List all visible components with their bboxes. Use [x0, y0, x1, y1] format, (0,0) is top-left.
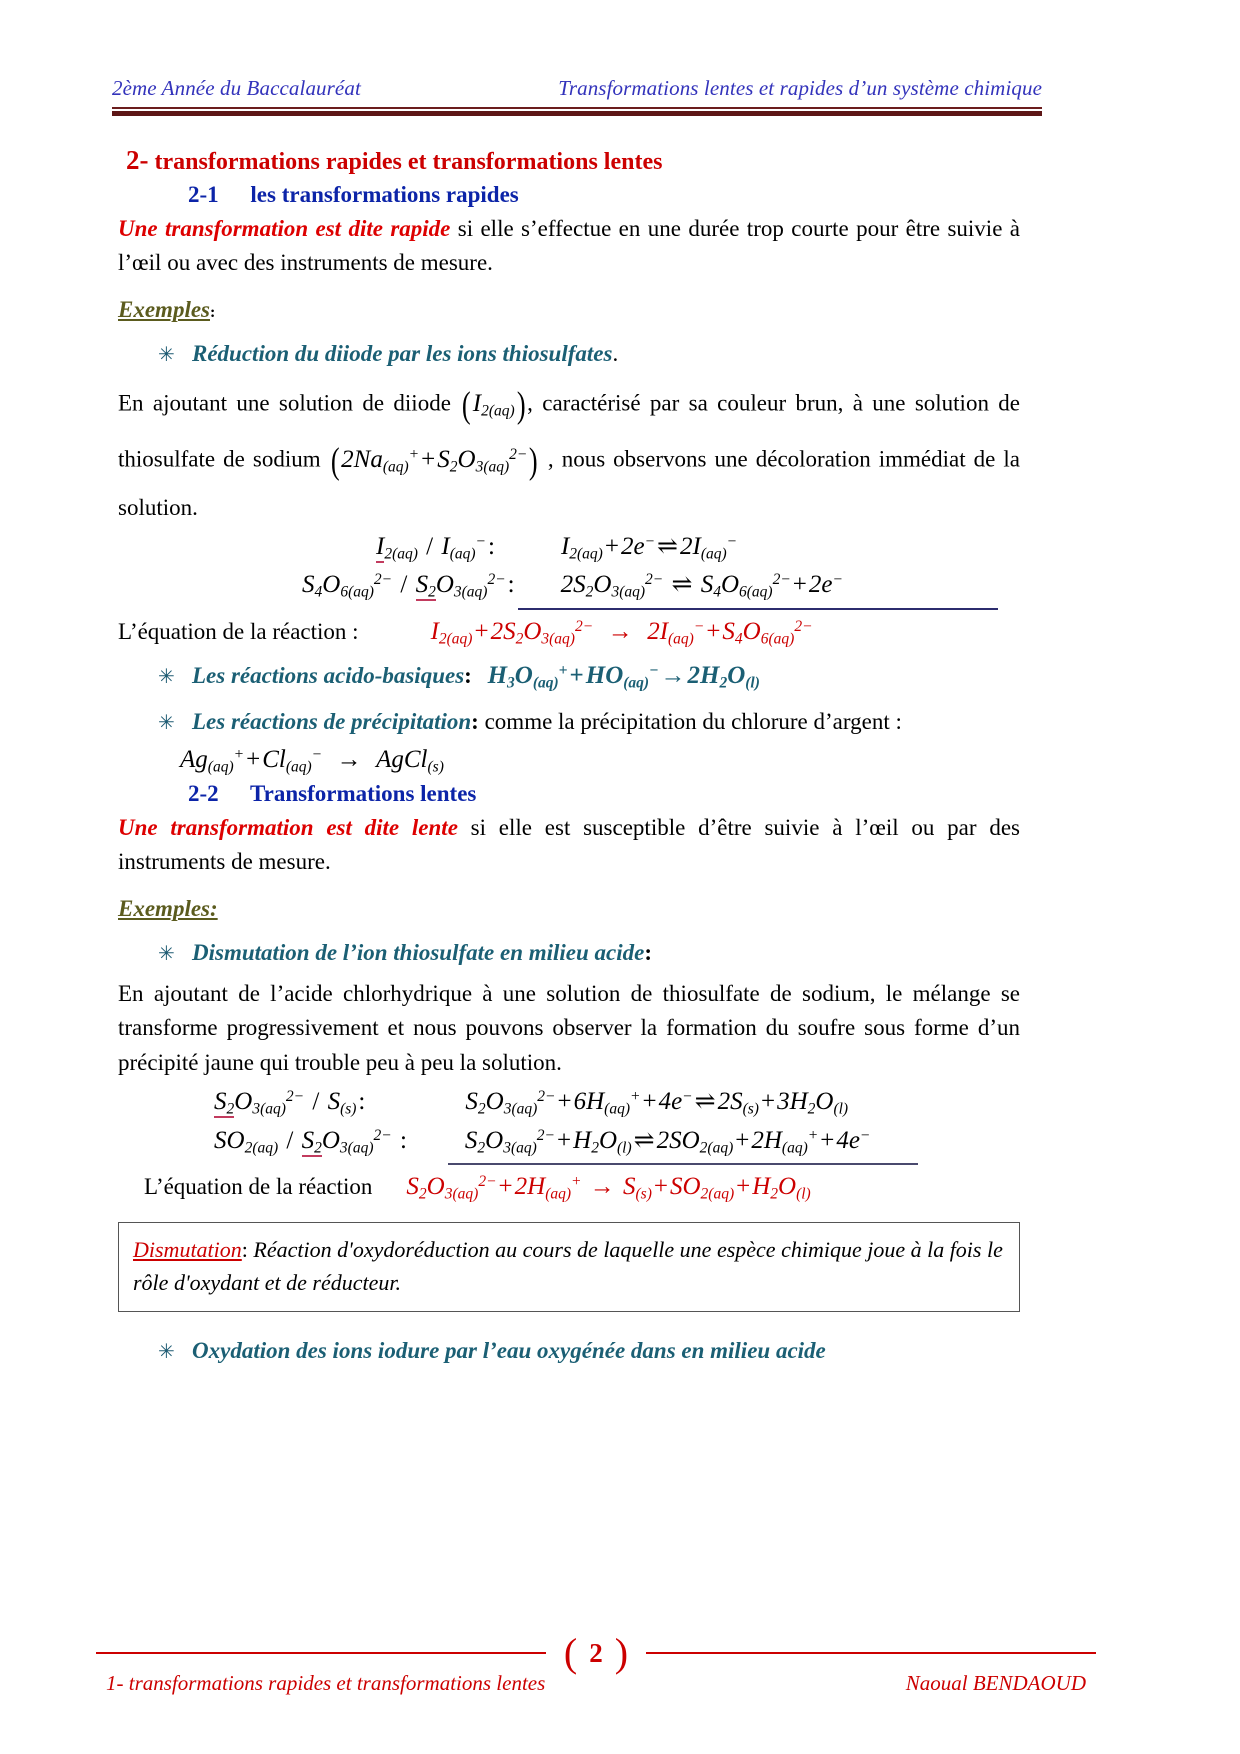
exemples-label-2-text: Exemples: [118, 895, 210, 921]
paragraph-diiode-part-c: , nous observons une décoloration immédiat de la solution.: [118, 446, 1020, 520]
formula-acido-basique: $H_3O_{(aq)}^++HO_{(aq)}^-\to 2H_2O_{(l)}$: [487, 662, 760, 692]
page-header: [112, 76, 1042, 116]
dismutation-definition-box: [118, 1222, 1020, 1312]
footer-rule-row: [96, 1630, 1096, 1675]
definition-rapide: [118, 212, 1020, 281]
dismutation-definition-text: Réaction d'oxydoréduction au cours de laquelle une espèce chimique joue à la fois le rôle d'oxydant et de réducteur.: [133, 1236, 1003, 1295]
bullet-3-label: Les réactions de précipitation: [192, 708, 472, 734]
half-reaction-row-S2O3: [118, 569, 1020, 601]
formula-thiosulfate-sodium: $(2Na_{(aq)}^++S_2O_{3(aq)}^{2-})$: [330, 441, 538, 483]
asterisk-bullet-icon: ✳: [158, 711, 175, 734]
definition-lente-rest: si elle est susceptible d’être suivie à l’œil ou par des instruments de mesure.: [118, 814, 1020, 875]
heading-section-2-2-number: 2-2: [188, 780, 219, 806]
bullet-acido-basiques: [158, 658, 1020, 695]
paragraph-diiode-part-a: En ajoutant une solution de diiode: [118, 390, 461, 416]
header-rule-thick: [112, 111, 1042, 116]
overall-equation-2: $S_2O_{3(aq)}^{2-}+2H_{(aq)}^+ \to S_{(s)}+SO_{2(aq)}+H_2O_{(l)}$: [406, 1173, 811, 1203]
bullet-5-label: Oxydation des ions iodure par l’eau oxygénée dans en milieu acide: [192, 1337, 826, 1363]
bullet-2-colon: :: [464, 663, 472, 689]
exemples-label-1: Exemples: [118, 296, 210, 322]
couple-S2O3-S: $S_2O_{3(aq)}^{2-} / S_{(s)}$:: [214, 1088, 366, 1118]
footer-left-text: 1- transformations rapides et transformations lentes: [106, 1671, 546, 1695]
formula-diiode: $(I_{2(aq)})$: [462, 385, 526, 427]
half-reaction-row-I2: [118, 531, 1020, 563]
bullet-oxydation-iodure: [158, 1334, 1020, 1367]
asterisk-bullet-icon: ✳: [158, 942, 175, 965]
bullet-reduction-diiode: [158, 337, 1020, 370]
page-number-group: [546, 1630, 646, 1675]
bullet-dismutation-text: [192, 936, 652, 969]
half-reaction-S2O3: $2S_2O_{3(aq)}^{2-}$ ⇌ $S_4O_{6(aq)}^{2-}+2e^-$: [560, 571, 843, 601]
footer-rule-left: [96, 1652, 546, 1654]
overall-equation-1: $I_{2(aq)}+2S_2O_{3(aq)}^{2-} \to 2I_{(aq)}^-+S_4O_{6(aq)}^{2-}$: [430, 617, 813, 648]
exemples-colon-2: :: [210, 895, 218, 921]
bullet-acido-basiques-text: [192, 658, 760, 695]
brace-left-icon: (: [563, 1630, 578, 1675]
half-reaction-row-SO2: [118, 1125, 1020, 1157]
equation-divider-1: [518, 608, 998, 610]
bullet-3-rest: comme la précipitation du chlorure d’argent :: [478, 708, 902, 734]
couple-I2-I: $I_{2(aq)} / I_{(aq)}^-$:: [376, 533, 495, 563]
page-number: 2: [589, 1637, 603, 1668]
page-footer: [96, 1630, 1096, 1696]
bullet-2-label: Les réactions acido-basiques: [192, 663, 465, 689]
asterisk-bullet-icon: ✳: [158, 1340, 175, 1363]
dismutation-colon: :: [241, 1236, 248, 1262]
half-reaction-S2O3-S: $S_2O_{3(aq)}^{2-}+6H_{(aq)}^++4e^-\rightleftharpoons 2S_{(s)}+3H_2O_{(l)}$: [465, 1088, 849, 1118]
heading-section-2: [126, 144, 1020, 178]
paragraph-dismutation: En ajoutant de l’acide chlorhydrique à une solution de thiosulfate de sodium, le mélange se transforme progressivement et nous pouvons observer la formation du soufre sous forme d’un précipité jaune qui trouble peu à peu la solution.: [118, 980, 1020, 1075]
overall-equation-label-2: L’équation de la réaction: [144, 1174, 373, 1200]
paragraph-diiode: [118, 378, 1020, 525]
bullet-dismutation: [158, 936, 1020, 969]
overall-equation-row-1: [118, 618, 1020, 648]
redox-block-1: [118, 531, 1020, 648]
exemples-label-1-row: [118, 289, 1020, 327]
half-reaction-SO2: $S_2O_{3(aq)}^{2-}+H_2O_{(l)}\rightleftharpoons 2SO_{2(aq)}+2H_{(aq)}^++4e^-$: [464, 1126, 871, 1157]
exemples-colon-1: :: [210, 303, 216, 321]
definition-rapide-bold: Une transformation est dite rapide: [118, 215, 451, 241]
footer-rule-right: [646, 1652, 1096, 1654]
half-reaction-I2: $I_{2(aq)}+2e^-\rightleftharpoons 2I_{(aq)}^-$: [560, 533, 738, 563]
header-right-text: Transformations lentes et rapides d’un système chimique: [558, 76, 1042, 100]
dismutation-term: Dismutation: [133, 1236, 242, 1262]
bullet-3-colon: :: [471, 708, 479, 734]
half-reaction-row-S2O3-S: [118, 1086, 1020, 1118]
heading-section-2-1-number: 2-1: [188, 181, 219, 207]
heading-section-2-2: [188, 781, 1020, 807]
couple-S4O6-S2O3: $S_4O_{6(aq)}^{2-} / S_2O_{3(aq)}^{2-}$:: [302, 571, 515, 601]
exemples-label-2-row: [118, 888, 1020, 926]
bullet-1-label: Réduction du diiode par les ions thiosulfates: [192, 340, 613, 366]
heading-section-2-number: 2-: [126, 145, 149, 175]
overall-equation-label-1: L’équation de la réaction :: [118, 618, 359, 644]
heading-section-2-1: [188, 182, 1020, 208]
asterisk-bullet-icon: ✳: [158, 666, 175, 689]
redox-block-2: [118, 1086, 1020, 1203]
header-row: [112, 76, 1042, 101]
couple-SO2-S2O3: $SO_{2(aq)} / S_2O_{3(aq)}^{2-}$ :: [214, 1126, 407, 1157]
bullet-1-period: .: [612, 340, 619, 366]
definition-lente: [118, 811, 1020, 880]
asterisk-bullet-icon: ✳: [158, 343, 175, 366]
bullet-precipitation: [158, 705, 1020, 738]
bullet-4-label: Dismutation de l’ion thiosulfate en milieu acide: [192, 939, 645, 965]
definition-lente-bold: Une transformation est dite lente: [118, 814, 458, 840]
equation-divider-2: [448, 1163, 918, 1165]
header-rule-thin: [112, 107, 1042, 109]
heading-section-2-title: transformations rapides et transformations lentes: [154, 149, 663, 175]
overall-equation-row-2: [118, 1173, 1020, 1203]
bullet-reduction-diiode-text: [192, 337, 618, 370]
bullet-4-colon: :: [644, 939, 653, 965]
bullet-precipitation-text: [192, 705, 902, 738]
heading-section-2-2-title: Transformations lentes: [250, 780, 477, 806]
exemples-label-2: [118, 896, 218, 922]
header-left-text: 2ème Année du Baccalauréat: [112, 76, 361, 100]
definition-rapide-rest: si elle s’effectue en une durée trop courte pour être suivie à l’œil ou avec des instruments de mesure.: [118, 215, 1020, 276]
brace-right-icon: ): [614, 1630, 629, 1675]
paragraph-diiode-part-b: , caractérisé par sa couleur brun, à une solution de thiosulfate de sodium: [118, 390, 1021, 472]
document-body: [118, 140, 1020, 1375]
footer-right-text: Naoual BENDAOUD: [905, 1671, 1086, 1695]
formula-precipitation-agcl: $Ag_{(aq)}^++Cl_{(aq)}^-$ → AgCl$_{(s)}$: [180, 746, 444, 776]
footer-text-row: [96, 1671, 1096, 1696]
heading-section-2-1-title: les transformations rapides: [250, 181, 519, 207]
